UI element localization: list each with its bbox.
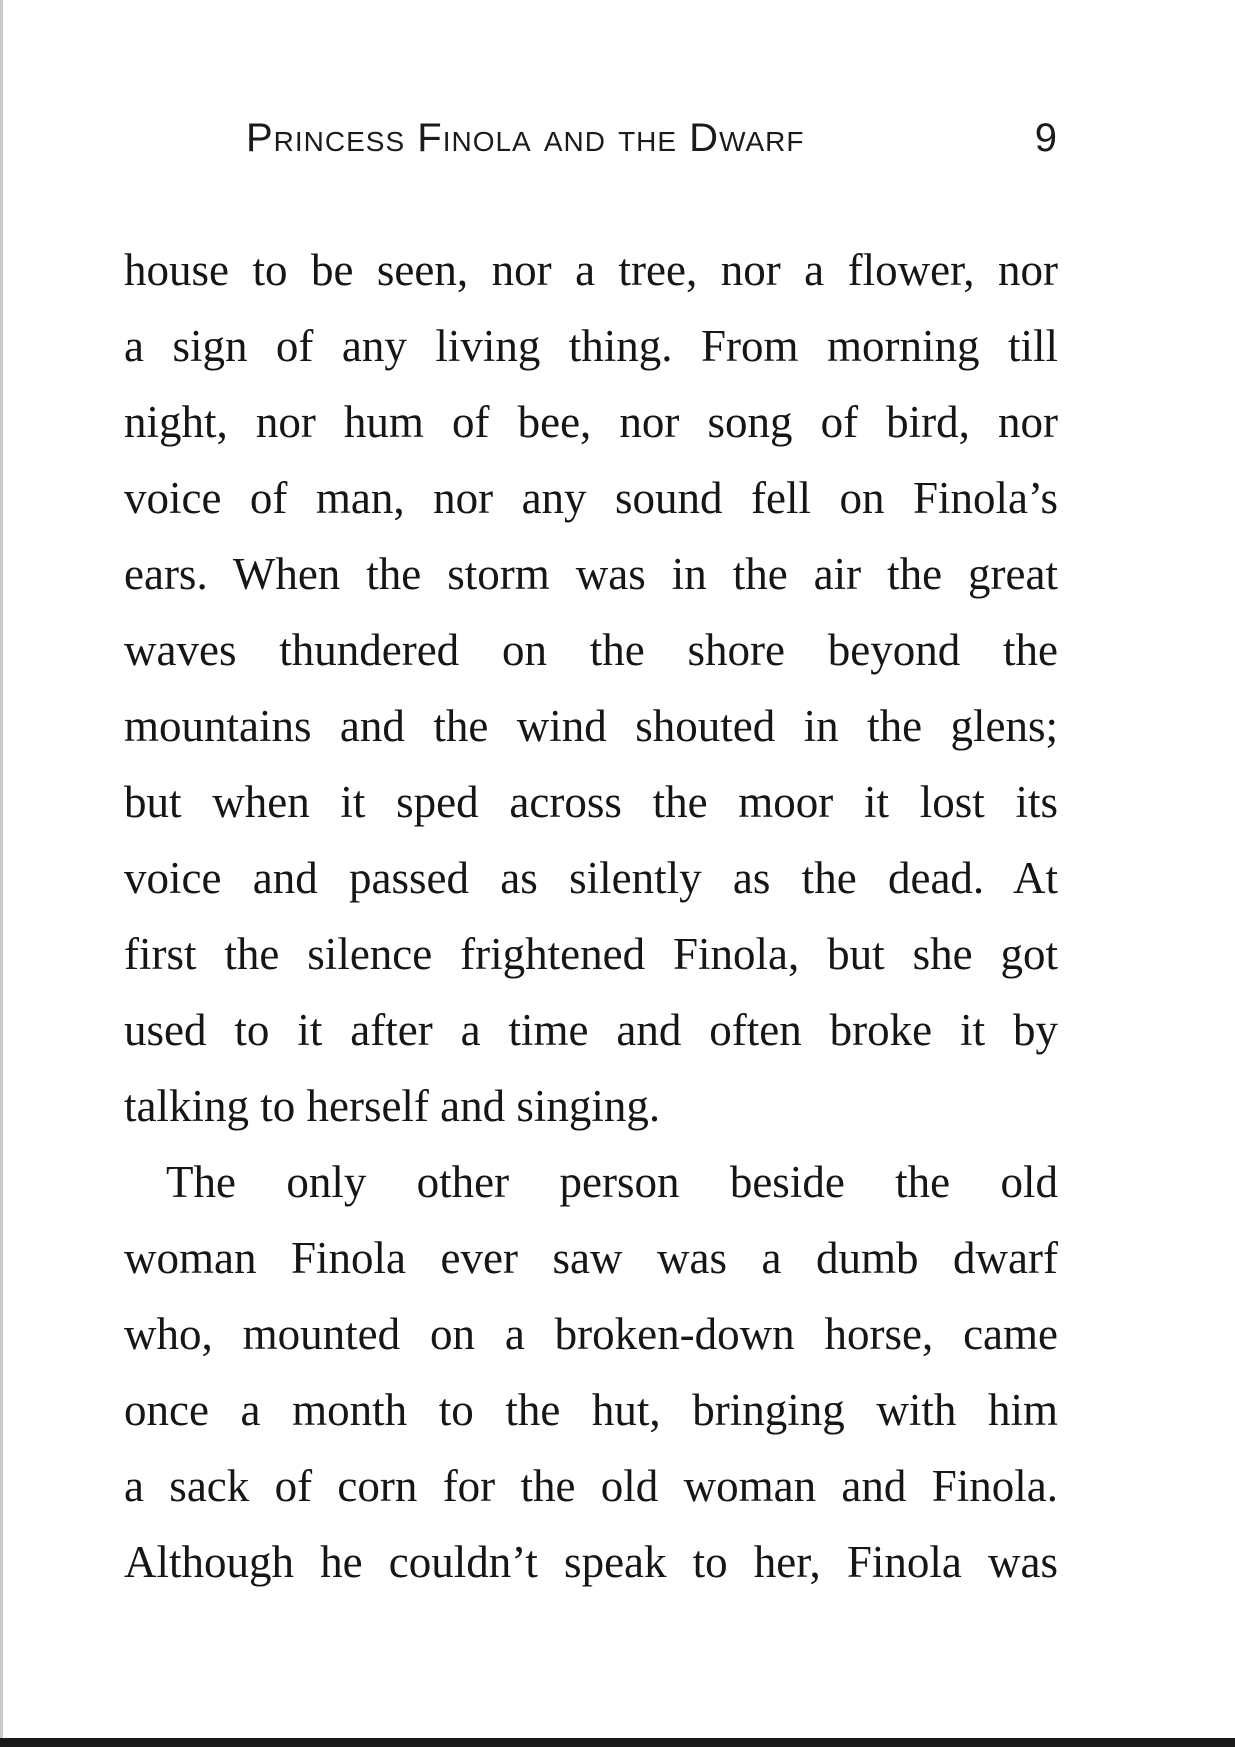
text-line: woman Finola ever saw was a dumb dwarf xyxy=(124,1233,1058,1283)
text-line: night, nor hum of bee, nor song of bird, nor xyxy=(124,397,1058,447)
page-number: 9 xyxy=(1034,116,1058,160)
text-line: used to it after a time and often broke it by xyxy=(124,1005,1058,1055)
text-line: Although he couldn’t speak to her, Finola was xyxy=(124,1537,1058,1587)
page-bottom-edge xyxy=(0,1738,1235,1747)
text-line: mountains and the wind shouted in the glens; xyxy=(124,701,1058,751)
text-line: but when it sped across the moor it lost its xyxy=(124,777,1058,827)
text-line: first the silence frightened Finola, but she got xyxy=(124,929,1058,979)
running-head xyxy=(246,112,1058,164)
page-edge-shadow xyxy=(0,0,3,1747)
text-line: a sign of any living thing. From morning till xyxy=(124,321,1058,371)
body-text xyxy=(124,232,1058,1600)
text-line: once a month to the hut, bringing with him xyxy=(124,1385,1058,1435)
text-line: ears. When the storm was in the air the great xyxy=(124,549,1058,599)
text-line: voice of man, nor any sound fell on Finola’s xyxy=(124,473,1058,523)
text-line: a sack of corn for the old woman and Finola. xyxy=(124,1461,1058,1511)
paragraph-end-line: talking to herself and singing. xyxy=(124,1081,661,1131)
text-line: waves thundered on the shore beyond the xyxy=(124,625,1058,675)
text-line: who, mounted on a broken-down horse, came xyxy=(124,1309,1058,1359)
paragraph-first-line: The only other person beside the old xyxy=(166,1157,1058,1207)
text-line: house to be seen, nor a tree, nor a flower, nor xyxy=(124,245,1058,295)
text-line: voice and passed as silently as the dead. At xyxy=(124,853,1058,903)
running-head-title: Princess Finola and the Dwarf xyxy=(246,116,805,160)
